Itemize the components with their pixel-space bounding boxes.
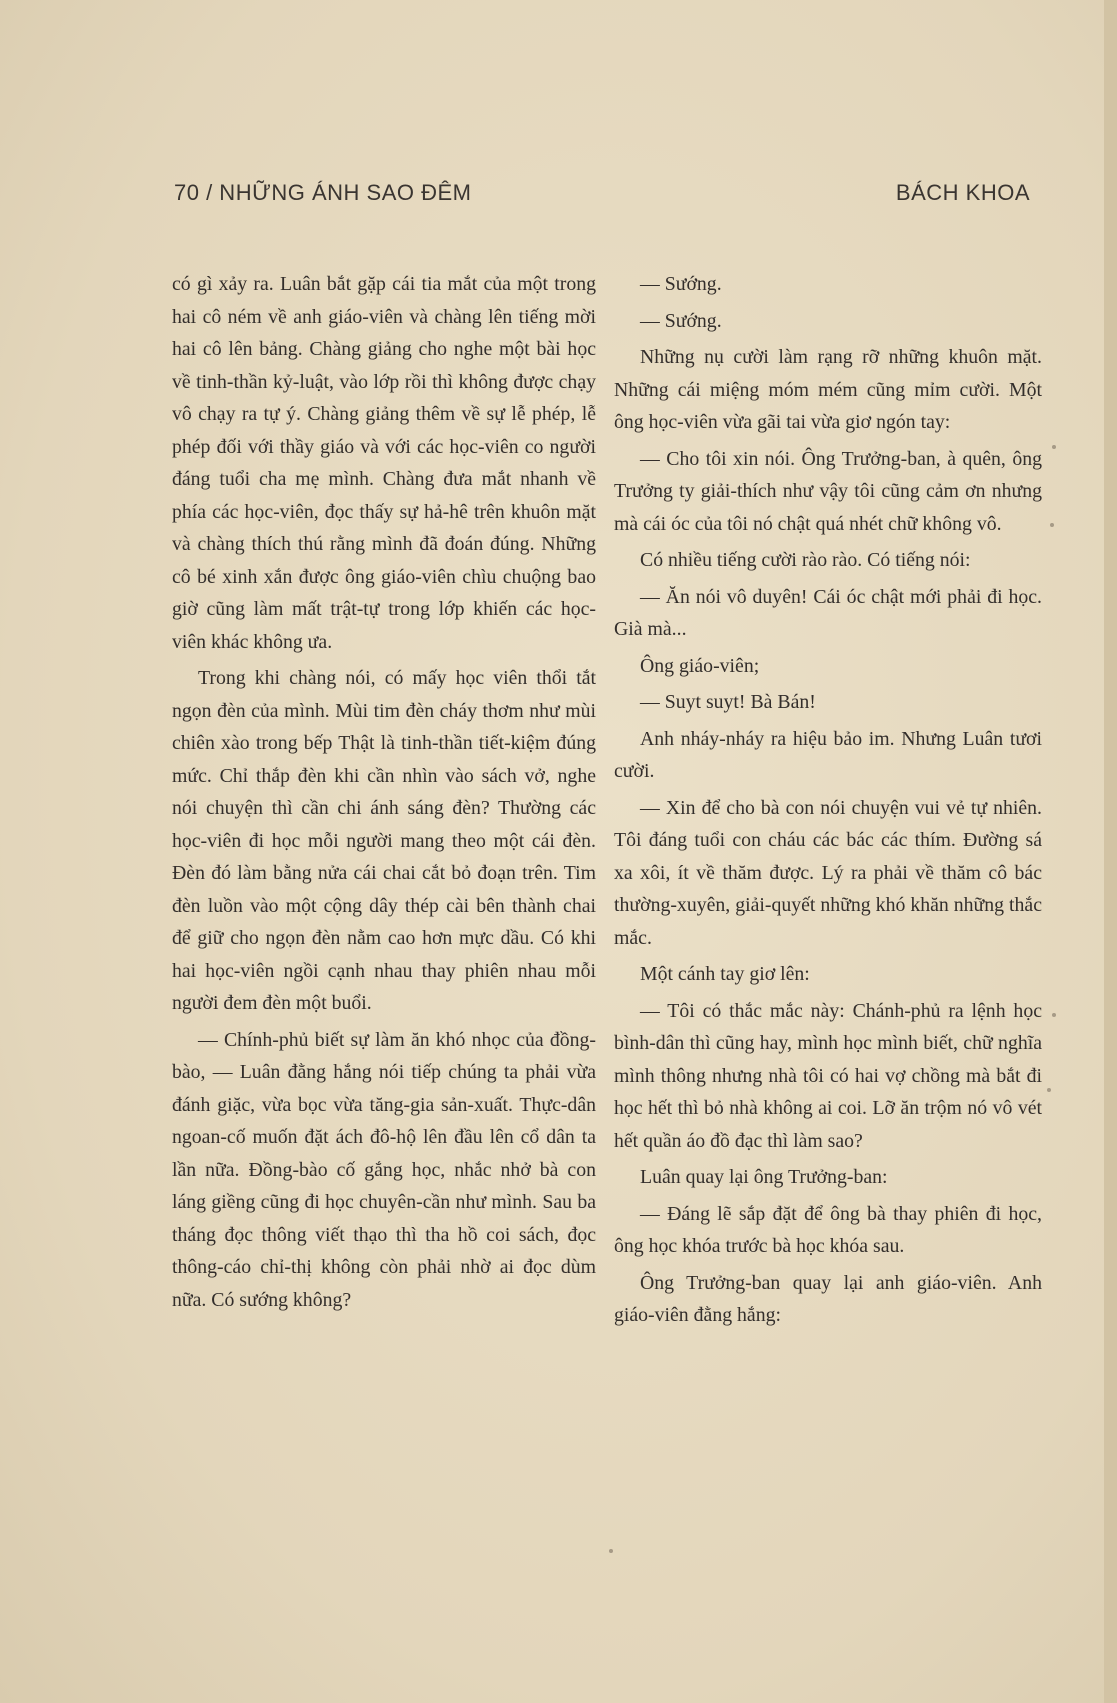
paragraph: — Suyt suyt! Bà Bán! bbox=[640, 691, 816, 713]
paragraph: Luân quay lại ông Trưởng-ban: bbox=[640, 1166, 888, 1188]
paragraph: Có nhiều tiếng cười rào rào. Có tiếng nói: bbox=[640, 549, 971, 571]
paragraph: Trong khi chàng nói, có mấy học viên thổi tắt ngọn đèn của mình. Mùi tim đèn cháy thơm như mùi chiên xào trong bếp Thật là tinh-thần tiết-kiệm đúng mức. Chỉ thắp đèn khi cần nhìn vào sách vở, nghe nói chuyện thì cần chi ánh sáng đèn? Thường các học-viên đi học mỗi người mang theo một cái đèn. Đèn đó làm bằng nửa cái chai cắt bỏ đoạn trên. Tim đèn luồn vào một cộng dây thép cài bên thành chai để giữ cho ngọn đèn nằm cao hơn mực dầu. Có khi hai học-viên ngồi cạnh nhau thay phiên nhau mỗi người đem đèn một buổi. bbox=[172, 667, 596, 1014]
paragraph: Anh nháy-nháy ra hiệu bảo im. Nhưng Luân tươi cười. bbox=[614, 727, 1042, 782]
left-column bbox=[172, 268, 596, 1320]
page-edge bbox=[1104, 0, 1117, 1703]
paragraph: — Ăn nói vô duyên! Cái óc chật mới phải đi học. Già mà... bbox=[614, 585, 1042, 640]
paragraph: — Sướng. bbox=[640, 309, 722, 332]
page-header-title: 70 / NHỮNG ÁNH SAO ĐÊM bbox=[174, 180, 472, 205]
paper-speck bbox=[1047, 1088, 1051, 1092]
paragraph: — Chính-phủ biết sự làm ăn khó nhọc của đồng-bào, — Luân đằng hắng nói tiếp chúng ta phải vừa đánh giặc, vừa bọc vừa tăng-gia sản-xuất. Thực-dân ngoan-cố muốn đặt ách đô-hộ lên đầu lên cổ dân ta lần nữa. Đồng-bào cố gắng học, nhắc nhở bà con láng giềng cũng đi học chuyên-cần như mình. Sau ba tháng đọc thông viết thạo thì tha hồ coi sách, đọc thông-cáo chỉ-thị không còn phải nhờ ai đọc dùm nữa. Có sướng không? bbox=[172, 1028, 596, 1311]
paper-speck bbox=[1050, 523, 1054, 527]
paragraph: — Đáng lẽ sắp đặt để ông bà thay phiên đi học, ông học khóa trước bà học khóa sau. bbox=[614, 1202, 1042, 1257]
paragraph: Một cánh tay giơ lên: bbox=[640, 963, 810, 985]
paper-speck bbox=[1052, 1013, 1056, 1017]
paper-speck bbox=[609, 1549, 613, 1553]
paragraph: — Cho tôi xin nói. Ông Trưởng-ban, à quên, ông Trưởng ty giải-thích như vậy tôi cũng cảm ơn nhưng mà cái óc của tôi nó chật quá nhét chữ không vô. bbox=[614, 447, 1042, 535]
right-column bbox=[614, 268, 1042, 1336]
paragraph: Ông giáo-viên; bbox=[640, 654, 760, 677]
paragraph: — Tôi có thắc mắc này: Chánh-phủ ra lệnh học bình-dân thì cũng hay, mình học mình biết, chữ nghĩa mình thông nhưng nhà tôi có hai vợ chồng mà bắt đi học hết thì bỏ nhà không ai coi. Lỡ ăn trộm nó vô vét hết quần áo đồ đạc thì làm sao? bbox=[614, 999, 1042, 1152]
paragraph: Những nụ cười làm rạng rỡ những khuôn mặt. Những cái miệng móm mém cũng mỉm cười. Một ông học-viên vừa gãi tai vừa giơ ngón tay: bbox=[614, 346, 1042, 433]
paper-speck bbox=[1052, 445, 1056, 449]
running-head bbox=[174, 180, 1030, 214]
page-header-magazine: BÁCH KHOA bbox=[895, 180, 1030, 205]
paragraph: — Xin để cho bà con nói chuyện vui vẻ tự nhiên. Tôi đáng tuổi con cháu các bác các thím. Đường sá xa xôi, ít về thăm được. Lý ra phải về thăm cô bác thường-xuyên, giải-quyết những khó khăn những thắc mắc. bbox=[614, 796, 1042, 949]
paragraph: — Sướng. bbox=[640, 273, 722, 295]
paragraph: có gì xảy ra. Luân bắt gặp cái tia mắt của một trong hai cô ném về anh giáo-viên và chàng lên tiếng mời hai cô lên bảng. Chàng giảng cho nghe một bài học về tinh-thần kỷ-luật, vào lớp rồi thì không được chạy vô chạy ra tự ý. Chàng giảng thêm về sự lễ phép, lễ phép đối với thầy giáo và với các học-viên co người đáng tuổi cha mẹ mình. Chàng đưa mắt nhanh về phía các học-viên, đọc thấy sự hả-hê trên khuôn mặt và chàng thích thú rằng mình đã đoán đúng. Những cô bé xinh xắn được ông giáo-viên chìu chuộng bao giờ cũng làm mất trật-tự trong lớp khiến các học-viên khác không ưa. bbox=[172, 273, 596, 653]
paragraph: Ông Trưởng-ban quay lại anh giáo-viên. Anh giáo-viên đằng hắng: bbox=[614, 1271, 1042, 1326]
